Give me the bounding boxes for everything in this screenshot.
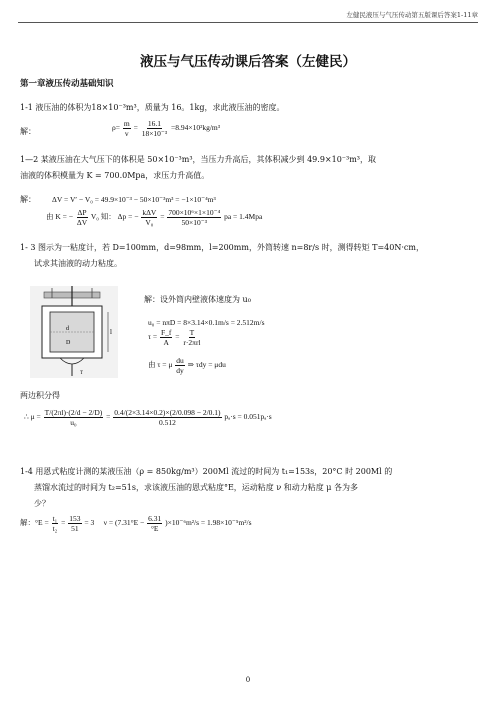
q2-frac-dp-dv: $\frac{\Delta P}{\Delta V}$ xyxy=(76,208,88,227)
q3-frac-du-dy: $\frac{du}{dy}$ xyxy=(176,356,184,375)
q2-equation-1: ΔV = V′ − V₀ = 49.9×10⁻³ − 50×10⁻³m³ = −1×10⁻⁴m³ xyxy=(52,195,216,204)
q2-eq-result: pa = 1.4Mpa xyxy=(224,212,263,222)
q4-frac-t1-t2: $\frac{\text{t₁}}{\text{t₂}}$ xyxy=(52,514,58,533)
q4-eq-result: )×10⁻⁶m²/s = 1.98×10⁻⁵m²/s xyxy=(165,518,252,528)
viscometer-figure xyxy=(30,286,118,378)
running-header: 左健民液压与气压传动第五版课后答案1-11章 xyxy=(346,11,478,19)
q3-frac-symbolic: $\frac{T/(2\pi l)\cdot(2/d - 2/D)}{\text{u₀}}$ xyxy=(44,408,103,427)
q3-equation-2: τ = $\frac{F\_f}{A}$ = $\frac{T}{\text{r·2πrl}}$ xyxy=(148,328,201,347)
q3-equation-1: u₀ = nπD = 8×3.14×0.1m/s = 2.512m/s xyxy=(148,318,265,327)
page-number: 0 xyxy=(245,676,251,684)
header-rule xyxy=(18,22,478,23)
svg-text:d: d xyxy=(66,326,69,332)
q1-solution-label: 解： xyxy=(20,127,36,136)
chapter-heading: 第一章液压传动基础知识 xyxy=(20,79,114,89)
q3-line1: 1- 3 图示为一粘度计，若 D=100mm，d=98mm，l=200mm，外筒转速 n=8r/s 时，测得转矩 T=40N·cm， xyxy=(20,243,424,252)
q4-frac-values: $\frac{153}{51}$ xyxy=(69,514,81,533)
q4-line3: 少？ xyxy=(34,499,50,508)
q2-line2: 油液的体积模量为 K = 700.0Mpa，求压力升高值。 xyxy=(20,171,210,180)
svg-text:l: l xyxy=(110,328,112,336)
document-title: 液压与气压传动课后答案（左健民） xyxy=(140,54,356,70)
q4-line1: 1-4 用恩式粘度计测的某液压油（ρ = 850kg/m³）200Ml 流过的时间为 t₁=153s，20°C 时 200Ml 的 xyxy=(20,467,393,476)
q3-frac-ff-a: $\frac{F\_f}{A}$ xyxy=(161,328,172,347)
q2-equation-2: 由 K = − $\frac{\Delta P}{\Delta V}$ V₀ 知： Δp = − $\frac{\text{kΔV}}{\text{V₀}}$ = $\frac{\text{700×10⁶×1×10⁻⁴}}{\text{50×10⁻³}}$ pa = 1.4Mpa xyxy=(46,208,263,227)
svg-text:T: T xyxy=(80,371,84,376)
svg-text:D: D xyxy=(66,340,71,346)
q3-line2: 试求其油液的动力粘度。 xyxy=(34,259,122,268)
q2-frac-kdv-v0: $\frac{\text{kΔV}}{\text{V₀}}$ xyxy=(142,208,157,227)
q2-line1: 1—2 某液压油在大气压下的体积是 50×10⁻³m³，当压力升高后，其体积减少到 49.9×10⁻³m³，取 xyxy=(20,155,377,164)
q4-line2: 蒸馏水流过的时间为 t₂=51s，求该液压油的恩式粘度°E，运动粘度 ν 和动力粘度 μ 各为多 xyxy=(34,483,359,492)
q4-frac-631-E: $\frac{6.31}{^\circ E}$ xyxy=(148,514,162,533)
q1-eq-result: =8.94×10²kg/m³ xyxy=(171,123,220,133)
q1-frac-values: $\frac{16.1}{\text{18×10⁻³}}$ xyxy=(141,119,168,138)
q3-equation-4: ∴ μ = $\frac{T/(2\pi l)\cdot(2/d - 2/D)}{\text{u₀}}$ = $\frac{0.4/(2\times 3.14\times 0.2)\times(2/0.098 - 2/0.1)}{0.512}$ pₐ·s = 0.051pₐ·s xyxy=(24,408,272,427)
q1-frac-mv: $\frac{m}{v}$ xyxy=(123,119,130,138)
q2-solution-label: 解： xyxy=(20,195,36,204)
q2-frac-values: $\frac{\text{700×10⁶×1×10⁻⁴}}{\text{50×10⁻³}}$ xyxy=(168,208,221,227)
q1-equation: ρ= $\frac{m}{v}$ = $\frac{16.1}{\text{18×10⁻³}}$ =8.94×10²kg/m³ xyxy=(112,119,220,138)
q3-frac-t-area: $\frac{T}{\text{r·2πrl}}$ xyxy=(183,328,201,347)
q3-equation-3: 由 τ = μ $\frac{du}{dy}$ ⇒ τdy = μdu xyxy=(148,356,226,375)
q4-equation: 解：°E = $\frac{\text{t₁}}{\text{t₂}}$ = $\frac{153}{51}$ = 3 ν = (7.31°E − $\frac{6.31}{^\circ E}$ )×10⁻⁶m²/s = 1.98×10⁻⁵m²/s xyxy=(20,514,252,533)
q1-eq-lhs: ρ= xyxy=(112,123,120,133)
q3-integrate-note: 两边积分得 xyxy=(20,391,60,400)
q3-solution-intro: 解：设外筒内壁液体速度为 u₀ xyxy=(144,295,251,304)
q3-eq-result: pₐ·s = 0.051pₐ·s xyxy=(224,412,272,422)
q3-frac-numeric: $\frac{0.4/(2\times 3.14\times 0.2)\times(2/0.098 - 2/0.1)}{0.512}$ xyxy=(114,408,221,427)
q1-text: 1-1 液压油的体积为18×10⁻³m³，质量为 16。1kg，求此液压油的密度。 xyxy=(20,103,285,112)
